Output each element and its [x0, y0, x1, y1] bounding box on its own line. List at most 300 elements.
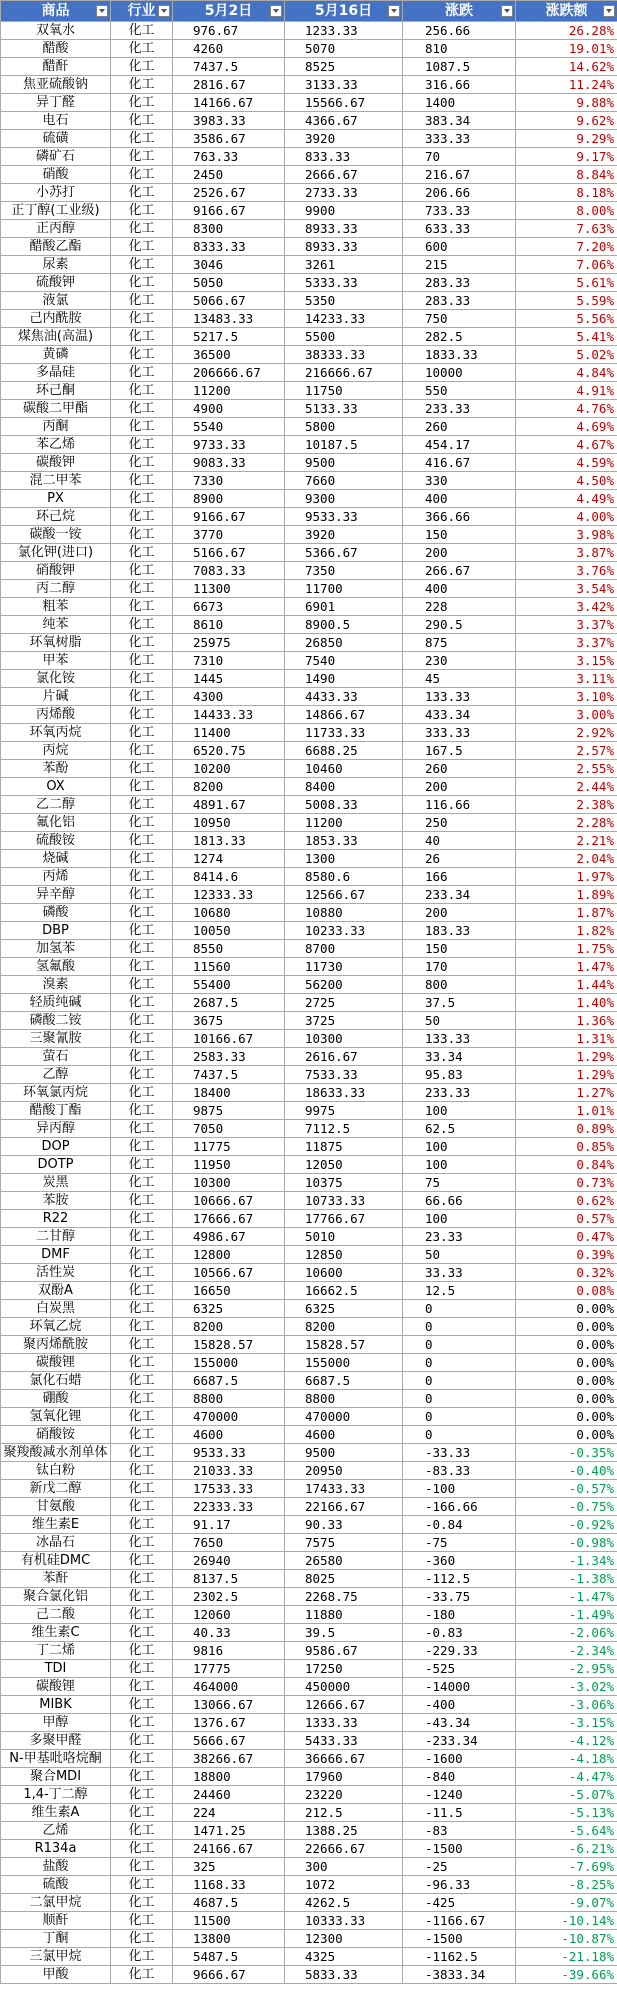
cell-price-may2[interactable]: 11950 — [173, 1156, 285, 1174]
cell-industry[interactable]: 化工 — [111, 1660, 173, 1678]
cell-change[interactable]: 550 — [403, 382, 516, 400]
cell-change-pct[interactable]: 2.04% — [516, 850, 617, 868]
cell-price-may2[interactable]: 8550 — [173, 940, 285, 958]
cell-commodity[interactable]: 苯酐 — [1, 1570, 111, 1588]
cell-price-may16[interactable]: 5010 — [285, 1228, 403, 1246]
table-row[interactable] — [1, 274, 617, 292]
cell-price-may2[interactable]: 13066.67 — [173, 1696, 285, 1714]
cell-price-may2[interactable]: 464000 — [173, 1678, 285, 1696]
cell-price-may16[interactable]: 5433.33 — [285, 1732, 403, 1750]
cell-price-may16[interactable]: 7533.33 — [285, 1066, 403, 1084]
cell-price-may2[interactable]: 1813.33 — [173, 832, 285, 850]
cell-industry[interactable]: 化工 — [111, 274, 173, 292]
cell-change[interactable]: -1500 — [403, 1930, 516, 1948]
cell-change-pct[interactable]: -9.07% — [516, 1894, 617, 1912]
cell-price-may2[interactable]: 4891.67 — [173, 796, 285, 814]
cell-commodity[interactable]: 异辛醇 — [1, 886, 111, 904]
table-row[interactable] — [1, 1480, 617, 1498]
cell-commodity[interactable]: 甲醇 — [1, 1714, 111, 1732]
table-row[interactable] — [1, 1264, 617, 1282]
cell-industry[interactable]: 化工 — [111, 1624, 173, 1642]
cell-change[interactable]: 116.66 — [403, 796, 516, 814]
cell-change-pct[interactable]: -4.18% — [516, 1750, 617, 1768]
cell-commodity[interactable]: 液氯 — [1, 292, 111, 310]
cell-commodity[interactable]: 磷酸 — [1, 904, 111, 922]
cell-commodity[interactable]: 硝酸铵 — [1, 1426, 111, 1444]
cell-change-pct[interactable]: 0.32% — [516, 1264, 617, 1282]
cell-change-pct[interactable]: 1.40% — [516, 994, 617, 1012]
cell-price-may16[interactable]: 2268.75 — [285, 1588, 403, 1606]
cell-commodity[interactable]: 甲酸 — [1, 1966, 111, 1984]
cell-commodity[interactable]: 环氧氯丙烷 — [1, 1084, 111, 1102]
cell-commodity[interactable]: 双氧水 — [1, 22, 111, 40]
cell-industry[interactable]: 化工 — [111, 1804, 173, 1822]
cell-price-may16[interactable]: 39.5 — [285, 1624, 403, 1642]
cell-industry[interactable]: 化工 — [111, 1102, 173, 1120]
cell-price-may2[interactable]: 3586.67 — [173, 130, 285, 148]
cell-commodity[interactable]: 己二酸 — [1, 1606, 111, 1624]
cell-industry[interactable]: 化工 — [111, 1066, 173, 1084]
cell-change-pct[interactable]: -6.21% — [516, 1840, 617, 1858]
cell-change-pct[interactable]: 5.59% — [516, 292, 617, 310]
table-row[interactable] — [1, 706, 617, 724]
cell-price-may2[interactable]: 7437.5 — [173, 1066, 285, 1084]
cell-price-may16[interactable]: 20950 — [285, 1462, 403, 1480]
table-row[interactable] — [1, 220, 617, 238]
cell-commodity[interactable]: 加氢苯 — [1, 940, 111, 958]
table-row[interactable] — [1, 1714, 617, 1732]
cell-change[interactable]: 250 — [403, 814, 516, 832]
cell-commodity[interactable]: 维生素C — [1, 1624, 111, 1642]
cell-change-pct[interactable]: -5.07% — [516, 1786, 617, 1804]
cell-change-pct[interactable]: 1.27% — [516, 1084, 617, 1102]
cell-change[interactable]: 600 — [403, 238, 516, 256]
cell-price-may2[interactable]: 10050 — [173, 922, 285, 940]
table-row[interactable] — [1, 1768, 617, 1786]
cell-industry[interactable]: 化工 — [111, 382, 173, 400]
cell-price-may2[interactable]: 7310 — [173, 652, 285, 670]
cell-price-may16[interactable]: 9900 — [285, 202, 403, 220]
cell-industry[interactable]: 化工 — [111, 544, 173, 562]
cell-commodity[interactable]: 硫磺 — [1, 130, 111, 148]
cell-industry[interactable]: 化工 — [111, 112, 173, 130]
cell-price-may2[interactable]: 206666.67 — [173, 364, 285, 382]
cell-commodity[interactable]: 丁酮 — [1, 1930, 111, 1948]
cell-commodity[interactable]: 聚合氯化铝 — [1, 1588, 111, 1606]
cell-price-may16[interactable]: 2666.67 — [285, 166, 403, 184]
cell-commodity[interactable]: 混二甲苯 — [1, 472, 111, 490]
cell-price-may2[interactable]: 2816.67 — [173, 76, 285, 94]
cell-change[interactable]: 26 — [403, 850, 516, 868]
cell-price-may16[interactable]: 8933.33 — [285, 238, 403, 256]
cell-industry[interactable]: 化工 — [111, 1318, 173, 1336]
cell-commodity[interactable]: 环氧乙烷 — [1, 1318, 111, 1336]
cell-price-may16[interactable]: 7350 — [285, 562, 403, 580]
cell-price-may2[interactable]: 155000 — [173, 1354, 285, 1372]
cell-change-pct[interactable]: 0.00% — [516, 1354, 617, 1372]
cell-commodity[interactable]: 二甘醇 — [1, 1228, 111, 1246]
cell-price-may16[interactable]: 17960 — [285, 1768, 403, 1786]
cell-price-may2[interactable]: 2450 — [173, 166, 285, 184]
table-row[interactable] — [1, 130, 617, 148]
cell-change-pct[interactable]: 3.54% — [516, 580, 617, 598]
cell-industry[interactable]: 化工 — [111, 922, 173, 940]
cell-change[interactable]: 33.33 — [403, 1264, 516, 1282]
filter-dropdown-icon[interactable] — [96, 5, 108, 17]
cell-price-may16[interactable]: 5366.67 — [285, 544, 403, 562]
cell-price-may2[interactable]: 2526.67 — [173, 184, 285, 202]
cell-commodity[interactable]: 己内酰胺 — [1, 310, 111, 328]
column-header-may2[interactable]: 5月2日 — [173, 1, 285, 22]
cell-price-may2[interactable]: 5666.67 — [173, 1732, 285, 1750]
cell-change[interactable]: 0 — [403, 1300, 516, 1318]
cell-price-may2[interactable]: 7330 — [173, 472, 285, 490]
cell-price-may2[interactable]: 8900 — [173, 490, 285, 508]
table-row[interactable] — [1, 1678, 617, 1696]
cell-change[interactable]: -43.34 — [403, 1714, 516, 1732]
cell-industry[interactable]: 化工 — [111, 436, 173, 454]
table-row[interactable] — [1, 1300, 617, 1318]
cell-commodity[interactable]: 碳酸钾 — [1, 454, 111, 472]
cell-price-may16[interactable]: 6325 — [285, 1300, 403, 1318]
cell-price-may2[interactable]: 470000 — [173, 1408, 285, 1426]
cell-change-pct[interactable]: 0.47% — [516, 1228, 617, 1246]
table-row[interactable] — [1, 562, 617, 580]
cell-industry[interactable]: 化工 — [111, 364, 173, 382]
cell-change-pct[interactable]: -3.15% — [516, 1714, 617, 1732]
cell-industry[interactable]: 化工 — [111, 1894, 173, 1912]
filter-dropdown-icon[interactable] — [388, 5, 400, 17]
cell-price-may2[interactable]: 17775 — [173, 1660, 285, 1678]
cell-price-may16[interactable]: 7112.5 — [285, 1120, 403, 1138]
cell-commodity[interactable]: DOTP — [1, 1156, 111, 1174]
cell-change[interactable]: 66.66 — [403, 1192, 516, 1210]
cell-price-may16[interactable]: 7540 — [285, 652, 403, 670]
cell-commodity[interactable]: 碳酸锂 — [1, 1354, 111, 1372]
cell-commodity[interactable]: 硝酸 — [1, 166, 111, 184]
cell-change-pct[interactable]: 0.84% — [516, 1156, 617, 1174]
cell-price-may16[interactable]: 4433.33 — [285, 688, 403, 706]
cell-change-pct[interactable]: 4.91% — [516, 382, 617, 400]
cell-price-may16[interactable]: 14233.33 — [285, 310, 403, 328]
cell-price-may2[interactable]: 9083.33 — [173, 454, 285, 472]
cell-price-may2[interactable]: 91.17 — [173, 1516, 285, 1534]
cell-change-pct[interactable]: -4.47% — [516, 1768, 617, 1786]
cell-industry[interactable]: 化工 — [111, 472, 173, 490]
cell-industry[interactable]: 化工 — [111, 1210, 173, 1228]
cell-price-may16[interactable]: 5833.33 — [285, 1966, 403, 1984]
cell-change[interactable]: 50 — [403, 1012, 516, 1030]
cell-change-pct[interactable]: 9.17% — [516, 148, 617, 166]
cell-industry[interactable]: 化工 — [111, 1012, 173, 1030]
cell-price-may2[interactable]: 17666.67 — [173, 1210, 285, 1228]
cell-change[interactable]: 800 — [403, 976, 516, 994]
table-row[interactable] — [1, 652, 617, 670]
cell-price-may2[interactable]: 4986.67 — [173, 1228, 285, 1246]
cell-commodity[interactable]: 尿素 — [1, 256, 111, 274]
cell-price-may16[interactable]: 11880 — [285, 1606, 403, 1624]
cell-price-may2[interactable]: 7050 — [173, 1120, 285, 1138]
cell-industry[interactable]: 化工 — [111, 598, 173, 616]
cell-industry[interactable]: 化工 — [111, 1408, 173, 1426]
cell-industry[interactable]: 化工 — [111, 1786, 173, 1804]
cell-price-may16[interactable]: 8900.5 — [285, 616, 403, 634]
cell-commodity[interactable]: 烧碱 — [1, 850, 111, 868]
cell-price-may16[interactable]: 155000 — [285, 1354, 403, 1372]
cell-industry[interactable]: 化工 — [111, 652, 173, 670]
cell-price-may2[interactable]: 11775 — [173, 1138, 285, 1156]
cell-change-pct[interactable]: -10.87% — [516, 1930, 617, 1948]
cell-price-may2[interactable]: 13483.33 — [173, 310, 285, 328]
cell-change[interactable]: -0.84 — [403, 1516, 516, 1534]
cell-change-pct[interactable]: 1.87% — [516, 904, 617, 922]
table-row[interactable] — [1, 1534, 617, 1552]
cell-industry[interactable]: 化工 — [111, 1390, 173, 1408]
cell-price-may16[interactable]: 9500 — [285, 1444, 403, 1462]
cell-price-may16[interactable]: 16662.5 — [285, 1282, 403, 1300]
table-row[interactable] — [1, 1390, 617, 1408]
cell-price-may2[interactable]: 40.33 — [173, 1624, 285, 1642]
cell-change-pct[interactable]: 1.29% — [516, 1066, 617, 1084]
cell-change[interactable]: 0 — [403, 1336, 516, 1354]
cell-price-may16[interactable]: 7660 — [285, 472, 403, 490]
cell-price-may2[interactable]: 38266.67 — [173, 1750, 285, 1768]
cell-price-may2[interactable]: 8333.33 — [173, 238, 285, 256]
table-row[interactable] — [1, 526, 617, 544]
cell-industry[interactable]: 化工 — [111, 688, 173, 706]
cell-price-may16[interactable]: 17766.67 — [285, 1210, 403, 1228]
cell-commodity[interactable]: 三氯甲烷 — [1, 1948, 111, 1966]
cell-price-may16[interactable]: 11750 — [285, 382, 403, 400]
cell-change[interactable]: 400 — [403, 580, 516, 598]
cell-commodity[interactable]: 乙二醇 — [1, 796, 111, 814]
table-row[interactable] — [1, 1120, 617, 1138]
cell-price-may2[interactable]: 5166.67 — [173, 544, 285, 562]
cell-commodity[interactable]: 黄磷 — [1, 346, 111, 364]
table-row[interactable] — [1, 1858, 617, 1876]
cell-change-pct[interactable]: 5.02% — [516, 346, 617, 364]
cell-change-pct[interactable]: 3.42% — [516, 598, 617, 616]
cell-industry[interactable]: 化工 — [111, 1588, 173, 1606]
cell-change-pct[interactable]: 7.63% — [516, 220, 617, 238]
cell-industry[interactable]: 化工 — [111, 562, 173, 580]
table-row[interactable] — [1, 1192, 617, 1210]
cell-price-may2[interactable]: 24166.67 — [173, 1840, 285, 1858]
cell-industry[interactable]: 化工 — [111, 904, 173, 922]
cell-commodity[interactable]: 硫酸铵 — [1, 832, 111, 850]
cell-price-may16[interactable]: 15828.57 — [285, 1336, 403, 1354]
cell-industry[interactable]: 化工 — [111, 310, 173, 328]
table-row[interactable] — [1, 1084, 617, 1102]
cell-industry[interactable]: 化工 — [111, 76, 173, 94]
cell-price-may2[interactable]: 12333.33 — [173, 886, 285, 904]
cell-change[interactable]: 10000 — [403, 364, 516, 382]
cell-price-may2[interactable]: 976.67 — [173, 22, 285, 40]
cell-price-may2[interactable]: 4900 — [173, 400, 285, 418]
cell-change-pct[interactable]: 4.69% — [516, 418, 617, 436]
cell-commodity[interactable]: 炭黑 — [1, 1174, 111, 1192]
cell-price-may2[interactable]: 7083.33 — [173, 562, 285, 580]
cell-price-may2[interactable]: 11560 — [173, 958, 285, 976]
cell-commodity[interactable]: 异丁醛 — [1, 94, 111, 112]
cell-change-pct[interactable]: 4.00% — [516, 508, 617, 526]
cell-industry[interactable]: 化工 — [111, 1246, 173, 1264]
cell-commodity[interactable]: 环氧树脂 — [1, 634, 111, 652]
cell-change-pct[interactable]: 8.00% — [516, 202, 617, 220]
cell-price-may2[interactable]: 3046 — [173, 256, 285, 274]
cell-price-may16[interactable]: 450000 — [285, 1678, 403, 1696]
cell-price-may2[interactable]: 4687.5 — [173, 1894, 285, 1912]
cell-change-pct[interactable]: 2.28% — [516, 814, 617, 832]
cell-price-may16[interactable]: 11730 — [285, 958, 403, 976]
cell-industry[interactable]: 化工 — [111, 256, 173, 274]
cell-change[interactable]: 0 — [403, 1426, 516, 1444]
cell-industry[interactable]: 化工 — [111, 130, 173, 148]
cell-change[interactable]: 290.5 — [403, 616, 516, 634]
cell-price-may16[interactable]: 12566.67 — [285, 886, 403, 904]
cell-commodity[interactable]: 冰晶石 — [1, 1534, 111, 1552]
cell-industry[interactable]: 化工 — [111, 1840, 173, 1858]
cell-industry[interactable]: 化工 — [111, 1498, 173, 1516]
table-row[interactable] — [1, 778, 617, 796]
cell-price-may2[interactable]: 16650 — [173, 1282, 285, 1300]
cell-change[interactable]: 37.5 — [403, 994, 516, 1012]
cell-industry[interactable]: 化工 — [111, 1336, 173, 1354]
table-row[interactable] — [1, 1030, 617, 1048]
cell-commodity[interactable]: 氯化铵 — [1, 670, 111, 688]
cell-price-may2[interactable]: 9666.67 — [173, 1966, 285, 1984]
cell-industry[interactable]: 化工 — [111, 1084, 173, 1102]
cell-commodity[interactable]: 维生素A — [1, 1804, 111, 1822]
table-row[interactable] — [1, 616, 617, 634]
table-row[interactable] — [1, 238, 617, 256]
cell-change-pct[interactable]: 11.24% — [516, 76, 617, 94]
table-row[interactable] — [1, 292, 617, 310]
cell-change[interactable]: 166 — [403, 868, 516, 886]
cell-change-pct[interactable]: 0.39% — [516, 1246, 617, 1264]
cell-industry[interactable]: 化工 — [111, 1768, 173, 1786]
cell-change-pct[interactable]: 1.82% — [516, 922, 617, 940]
cell-commodity[interactable]: 氯化石蜡 — [1, 1372, 111, 1390]
table-row[interactable] — [1, 1228, 617, 1246]
cell-industry[interactable]: 化工 — [111, 58, 173, 76]
cell-price-may2[interactable]: 5066.67 — [173, 292, 285, 310]
cell-commodity[interactable]: 丙二醇 — [1, 580, 111, 598]
cell-change-pct[interactable]: -1.49% — [516, 1606, 617, 1624]
cell-industry[interactable]: 化工 — [111, 1642, 173, 1660]
cell-change-pct[interactable]: 1.36% — [516, 1012, 617, 1030]
cell-change-pct[interactable]: 3.10% — [516, 688, 617, 706]
cell-change-pct[interactable]: -5.13% — [516, 1804, 617, 1822]
cell-change-pct[interactable]: 3.15% — [516, 652, 617, 670]
cell-change-pct[interactable]: 7.06% — [516, 256, 617, 274]
table-row[interactable] — [1, 1354, 617, 1372]
cell-industry[interactable]: 化工 — [111, 616, 173, 634]
cell-change[interactable]: 256.66 — [403, 22, 516, 40]
cell-change[interactable]: 95.83 — [403, 1066, 516, 1084]
cell-price-may16[interactable]: 2733.33 — [285, 184, 403, 202]
table-row[interactable] — [1, 1408, 617, 1426]
table-row[interactable] — [1, 418, 617, 436]
cell-price-may16[interactable]: 8933.33 — [285, 220, 403, 238]
cell-change-pct[interactable]: 2.38% — [516, 796, 617, 814]
table-row[interactable] — [1, 1696, 617, 1714]
cell-industry[interactable]: 化工 — [111, 418, 173, 436]
cell-industry[interactable]: 化工 — [111, 346, 173, 364]
cell-change[interactable]: 200 — [403, 544, 516, 562]
table-row[interactable] — [1, 112, 617, 130]
cell-change[interactable]: 750 — [403, 310, 516, 328]
column-header-commodity[interactable]: 商品 — [1, 1, 111, 22]
cell-industry[interactable]: 化工 — [111, 796, 173, 814]
cell-change[interactable]: -83.33 — [403, 1462, 516, 1480]
cell-price-may16[interactable]: 9975 — [285, 1102, 403, 1120]
cell-change[interactable]: 316.66 — [403, 76, 516, 94]
cell-change[interactable]: 260 — [403, 418, 516, 436]
cell-price-may16[interactable]: 56200 — [285, 976, 403, 994]
table-row[interactable] — [1, 256, 617, 274]
cell-change-pct[interactable]: 0.00% — [516, 1336, 617, 1354]
cell-industry[interactable]: 化工 — [111, 1030, 173, 1048]
cell-price-may2[interactable]: 36500 — [173, 346, 285, 364]
cell-industry[interactable]: 化工 — [111, 868, 173, 886]
cell-price-may16[interactable]: 4600 — [285, 1426, 403, 1444]
cell-price-may16[interactable]: 3261 — [285, 256, 403, 274]
table-row[interactable] — [1, 1444, 617, 1462]
cell-price-may2[interactable]: 14166.67 — [173, 94, 285, 112]
table-row[interactable] — [1, 1372, 617, 1390]
cell-price-may16[interactable]: 6688.25 — [285, 742, 403, 760]
cell-price-may16[interactable]: 1490 — [285, 670, 403, 688]
cell-change-pct[interactable]: 0.57% — [516, 1210, 617, 1228]
cell-change-pct[interactable]: 0.73% — [516, 1174, 617, 1192]
cell-industry[interactable]: 化工 — [111, 94, 173, 112]
cell-change[interactable]: 633.33 — [403, 220, 516, 238]
cell-price-may2[interactable]: 11400 — [173, 724, 285, 742]
column-header-may16[interactable]: 5月16日 — [285, 1, 403, 22]
cell-change-pct[interactable]: 1.89% — [516, 886, 617, 904]
cell-price-may2[interactable]: 4600 — [173, 1426, 285, 1444]
cell-change-pct[interactable]: -1.38% — [516, 1570, 617, 1588]
cell-price-may2[interactable]: 8414.6 — [173, 868, 285, 886]
table-row[interactable] — [1, 832, 617, 850]
cell-industry[interactable]: 化工 — [111, 994, 173, 1012]
cell-price-may16[interactable]: 2725 — [285, 994, 403, 1012]
cell-price-may2[interactable]: 325 — [173, 1858, 285, 1876]
cell-change[interactable]: -166.66 — [403, 1498, 516, 1516]
cell-industry[interactable]: 化工 — [111, 850, 173, 868]
cell-industry[interactable]: 化工 — [111, 1858, 173, 1876]
table-row[interactable] — [1, 1336, 617, 1354]
table-row[interactable] — [1, 472, 617, 490]
table-row[interactable] — [1, 904, 617, 922]
cell-change-pct[interactable]: -1.34% — [516, 1552, 617, 1570]
cell-industry[interactable]: 化工 — [111, 166, 173, 184]
cell-change-pct[interactable]: -2.06% — [516, 1624, 617, 1642]
cell-price-may2[interactable]: 10680 — [173, 904, 285, 922]
cell-change[interactable]: 100 — [403, 1138, 516, 1156]
cell-commodity[interactable]: 硫酸 — [1, 1876, 111, 1894]
cell-commodity[interactable]: 醋酸乙酯 — [1, 238, 111, 256]
table-row[interactable] — [1, 346, 617, 364]
cell-price-may2[interactable]: 9166.67 — [173, 202, 285, 220]
cell-price-may2[interactable]: 5217.5 — [173, 328, 285, 346]
cell-change-pct[interactable]: 3.37% — [516, 616, 617, 634]
cell-change[interactable]: 100 — [403, 1156, 516, 1174]
cell-change[interactable]: 810 — [403, 40, 516, 58]
table-row[interactable] — [1, 1840, 617, 1858]
cell-change-pct[interactable]: 5.56% — [516, 310, 617, 328]
